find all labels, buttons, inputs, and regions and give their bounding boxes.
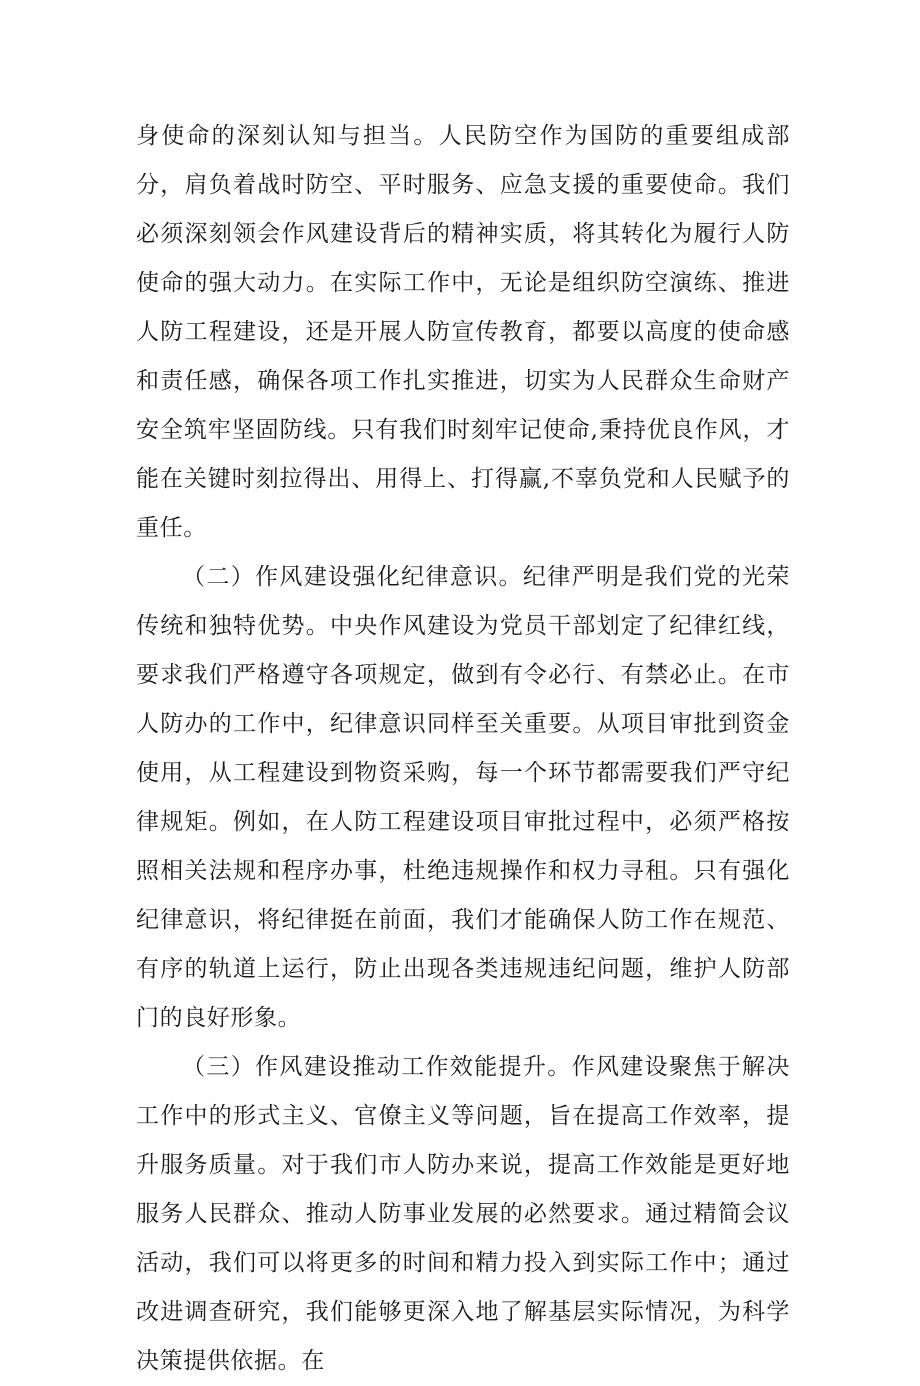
document-body [136, 112, 790, 1386]
paragraph-section-two: （二）作风建设强化纪律意识。纪律严明是我们党的光荣传统和独特优势。中央作风建设为党员干部划定了纪律红线，要求我们严格遵守各项规定，做到有令必行、有禁必止。在市人防办的工作中，纪律意识同样至关重要。从项目审批到资金使用，从工程建设到物资采购，每一个环节都需要我们严守纪律规矩。例如，在人防工程建设项目审批过程中，必须严格按照相关法规和程序办事，杜绝违规操作和权力寻租。只有强化纪律意识，将纪律挺在前面，我们才能确保人防工作在规范、有序的轨道上运行，防止出现各类违规违纪问题，维护人防部门的良好形象。 [136, 564, 790, 1031]
paragraph-section-three: （三）作风建设推动工作效能提升。作风建设聚焦于解决工作中的形式主义、官僚主义等问题，旨在提高工作效率，提升服务质量。对于我们市人防办来说，提高工作效能是更好地服务人民群众、推动人防事业发展的必然要求。通过精简会议活动，我们可以将更多的时间和精力投入到实际工作中；通过改进调查研究，我们能够更深入地了解基层实际情况，为科学决策提供依据。在 [136, 1054, 790, 1374]
paragraph-continuation: 身使命的深刻认知与担当。人民防空作为国防的重要组成部分，肩负着战时防空、平时服务、应急支援的重要使命。我们必须深刻领会作风建设背后的精神实质，将其转化为履行人防使命的强大动力。在实际工作中，无论是组织防空演练、推进人防工程建设，还是开展人防宣传教育，都要以高度的使命感和责任感，确保各项工作扎实推进，切实为人民群众生命财产安全筑牢坚固防线。只有我们时刻牢记使命,秉持优良作风，才能在关键时刻拉得出、用得上、打得赢,不辜负党和人民赋予的重任。 [136, 123, 790, 541]
